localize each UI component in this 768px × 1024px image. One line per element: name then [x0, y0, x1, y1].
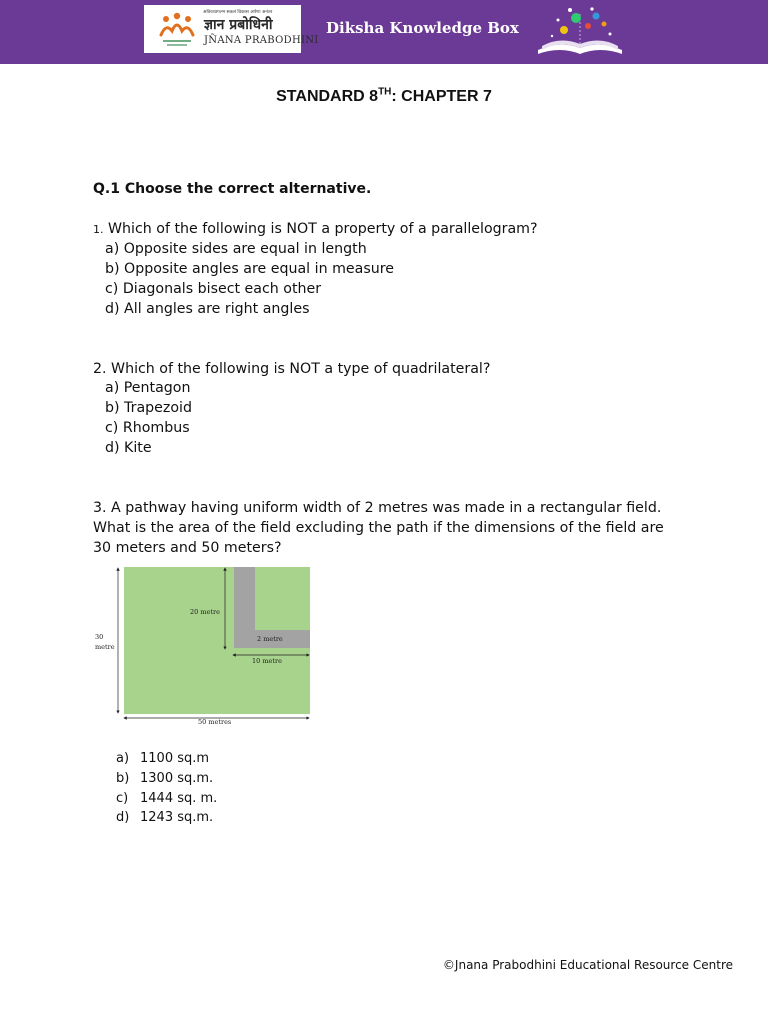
label-horizontal-path: 10 metre [252, 657, 282, 665]
section-heading: Q.1 Choose the correct alternative. [93, 181, 372, 197]
question-3-line-1: 3. A pathway having uniform width of 2 metres was made in a rectangular field. [93, 500, 662, 516]
question-3-answer-b-text: 1300 sq.m. [140, 771, 214, 786]
field-pathway-diagram [92, 560, 332, 732]
question-3-line-3: 30 meters and 50 meters? [93, 540, 282, 556]
question-3-answer-d-text: 1243 sq.m. [140, 810, 214, 825]
header-bar [0, 0, 768, 64]
question-2-option-c: c) Rhombus [105, 420, 190, 436]
question-1-option-d: d) All angles are right angles [105, 301, 310, 317]
question-3-answer-c-letter: c) [116, 791, 129, 806]
logo-hindi-text: ज्ञान प्रबोधिनी [204, 17, 273, 33]
question-3-answer-a-text: 1100 sq.m [140, 751, 210, 766]
document-title [0, 88, 768, 106]
question-3-answer-d-letter: d) [116, 810, 130, 825]
logo-english-text: JÑANA PRABODHINI [204, 35, 319, 46]
jnana-prabodhini-emblem-icon [158, 11, 196, 49]
question-2-option-a: a) Pentagon [105, 380, 191, 396]
question-1-text: Which of the following is NOT a property of a parallelogram? [108, 221, 538, 237]
title-suffix: : CHAPTER 7 [391, 88, 492, 105]
label-width: 50 metres [198, 718, 232, 726]
logo-tagline: अविरतप्रगल्भ सकलं विकास अर्पणा अनंतर [203, 10, 273, 15]
jnana-prabodhini-logo [144, 5, 319, 53]
question-1-option-b: b) Opposite angles are equal in measure [105, 261, 394, 277]
question-3-line-2: What is the area of the field excluding the path if the dimensions of the field are [93, 520, 664, 536]
question-3-answer-a-letter: a) [116, 751, 130, 766]
question-1-option-c: c) Diagonals bisect each other [105, 281, 322, 297]
title-superscript: TH [378, 86, 392, 98]
question-2-text: 2. Which of the following is NOT a type of quadrilateral? [93, 361, 491, 377]
open-book-graphic-icon [530, 4, 630, 58]
label-vertical-path: 20 metre [190, 608, 220, 616]
label-height: 30 [95, 633, 104, 641]
vertical-path [234, 567, 255, 640]
question-3-answer-c-text: 1444 sq. m. [140, 791, 218, 806]
question-2-option-b: b) Trapezoid [105, 400, 192, 416]
question-1 [93, 219, 538, 240]
question-2-option-d: d) Kite [105, 440, 152, 456]
question-1-option-a: a) Opposite sides are equal in length [105, 241, 367, 257]
label-height-unit: metre [95, 643, 115, 651]
title-prefix: STANDARD 8 [276, 88, 379, 105]
footer-copyright: ©Jnana Prabodhini Educational Resource Centre [442, 958, 733, 972]
label-path-width: 2 metre [257, 635, 283, 643]
brand-title: Diksha Knowledge Box [326, 19, 519, 37]
question-1-number: 1. [93, 223, 104, 236]
question-3-answer-b-letter: b) [116, 771, 130, 786]
